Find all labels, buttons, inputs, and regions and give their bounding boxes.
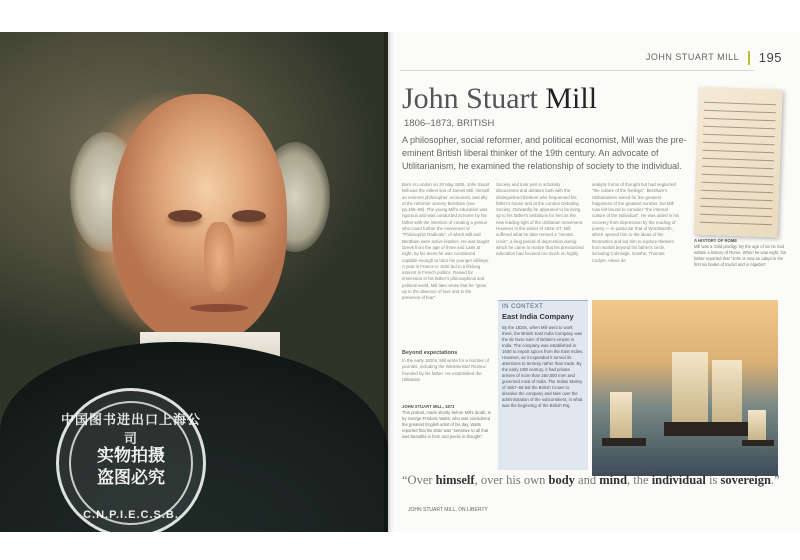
ship-hull [742,440,774,446]
manuscript-line [701,198,773,202]
in-context-box [498,300,588,470]
quote-text: , over his own [474,473,549,487]
quote-emphasis: individual [651,473,706,487]
manuscript-caption-text: Mill was a child prodigy. By the age of six he had written a history of Rome. When he was eight, his father reported that "John is now an adept in the first six books of Euclid and in Algebra". [694,244,786,267]
ship-hull [602,438,646,446]
manuscript-line [702,166,774,170]
quote-emphasis: sovereign [720,473,771,487]
manuscript-line [701,182,773,186]
book-spine-shadow [384,32,396,532]
manuscript-caption [694,238,786,268]
title-bold: Mill [545,82,598,115]
running-head-title: JOHN STUART MILL [645,51,739,62]
manuscript-line [703,126,775,130]
portrait-caption-title: JOHN STUART MILL, 1873 [402,404,455,409]
quote-emphasis: himself [435,473,475,487]
quote-text: and [574,473,600,487]
manuscript-caption-title: A HISTORY OF ROME [694,238,738,243]
ship-sail [672,352,708,422]
in-context-title: East India Company [502,312,574,321]
stamp-center-text [59,445,203,489]
running-head [646,50,782,65]
body-column-1-continued: In the early 1820s, Mill wrote for a number of journals, including the Westminster Review founded by his father. He established the Utilitarian [402,358,489,382]
ship-sail [712,360,742,422]
manuscript-line [702,150,774,154]
manuscript-line [700,206,772,210]
manuscript-line [700,214,772,218]
running-head-separator [748,51,750,65]
body-column-1: Born in London on 20 May 1806, John Stuart Mill was the eldest son of James Mill, himself an eminent philosopher, economist, and ally of the reformer Jeremy Bentham (see pp.166–69). The young Mill's education was rigorous and was conducted at home by his father with the intention of creating a genius who could further the movement of "Philosophic Radicals", of which Mill and Bentham were active leaders. He was taught Greek from the age of three and Latin at eight; by his teens he was considered capable enough to tutor his younger siblings. A year in France in 1820 led to a lifelong interest in French politics. Raised for immersion in his father's philosophical and political world, Mill later wrote that he "grew up in the absence of love and in the presence of fear". [402,182,490,301]
life-dates: 1806–1873, BRITISH [404,118,495,129]
manuscript-line [700,222,772,226]
in-context-text: By the 1820s, when Mill went to work there, the British East India Company was the de facto ruler of Britain's empire in India. The company was established in 1600 to import spices from the East Indies. However, as it expanded it turned its attentions to territory rather than trade. By the early 19th century, it had private armies of more than 250,000 men and governed most of India. The Indian Mutiny of 1857–58 led the British Crown to dissolve the company and take over the administration of the subcontinent, in what was the beginning of the British Raj. [502,325,584,408]
portrait-nose [204,222,234,292]
ship-sail [748,410,766,440]
header-rule [400,70,754,71]
painting-caption: EAST INDIAMEN IN THE CHINA SEAS, WILLIAM JOHN HUGGINS, c.1830 [592,462,664,473]
manuscript-line [703,142,775,146]
portrait-mouth [190,304,248,312]
quote-text: , the [627,473,652,487]
pull-quote [402,472,782,488]
manuscript-line [702,158,774,162]
manuscript-image [693,87,782,238]
stamp-line-1: 实物拍摄 [97,446,165,465]
page-title [402,82,597,116]
body-column-3: analytic forms of thought but had neglected "the culture of the feelings". Bentham's Utilitarianism aimed for the greatest happiness of the greatest number, but Mill now felt bound to consider "the internal culture of the individual". He was aided in his recovery from depression by the reading of poetry — in particular that of Wordsworth, which opened him to the ideas of the Romantics and led him to explore thinkers from worlds beyond his father's circle, including Coleridge, Goethe, Thomas Carlyle, Alexis de [592,182,679,263]
ship-hull [664,422,754,436]
stamp-bottom-text: C.N.P.I.E.C.S.B. [83,509,179,521]
portrait-caption-text: This portrait, made shortly before Mill's death, is by George Frederic Watts, who was considered the greatest English artist of his day. Watts reported that his sitter was "sensitive to all that was beautiful in form and poetic in thought". [402,410,491,439]
manuscript-line [701,190,773,194]
manuscript-line [704,110,776,114]
manuscript-line [704,102,776,106]
quote-attribution: JOHN STUART MILL, ON LIBERTY [408,507,488,513]
portrait-page [0,32,388,532]
portrait-caption [402,404,492,440]
watermark-stamp [56,388,206,532]
quote-text: .” [770,473,780,487]
quote-emphasis: mind [599,473,628,487]
quote-emphasis: body [548,473,575,487]
in-context-label: IN CONTEXT [502,304,544,310]
manuscript-line [703,118,775,122]
quote-text: is [705,473,721,487]
text-page [396,32,800,532]
quote-text: “Over [402,473,436,487]
lede-paragraph: A philosopher, social reformer, and political economist, Mill was the pre-eminent British liberal thinker of the 19th century. An advocate of Utilitarianism, he examined the relationship of society to the individual. [402,135,687,171]
section-subhead: Beyond expectations [402,350,458,356]
body-column-2: Society and took part in scholarly discussions and debates both with the distinguished thinkers who frequented his father's house and at the London Debating Society. Outwardly he appeared to be living up to his father's ambitions for him as the new leading light of the Utilitarian movement. However in the winter of 1826–27, Mill suffered what he later termed a "mental crisis", a long period of depression during which he came to realize that his pressurized education had focused too much on highly [496,182,584,257]
manuscript-line [703,134,775,138]
title-light: John Stuart [402,82,546,115]
stamp-ring-text: 中国图书进出口上海公司 [60,412,201,446]
portrait-eye-right [232,210,266,222]
ships-painting [592,300,778,476]
page-number: 195 [758,50,782,65]
manuscript-line [702,174,774,178]
ship-sail [610,392,632,438]
stamp-line-2: 盗图必究 [97,468,165,487]
portrait-eye-left [168,210,202,222]
